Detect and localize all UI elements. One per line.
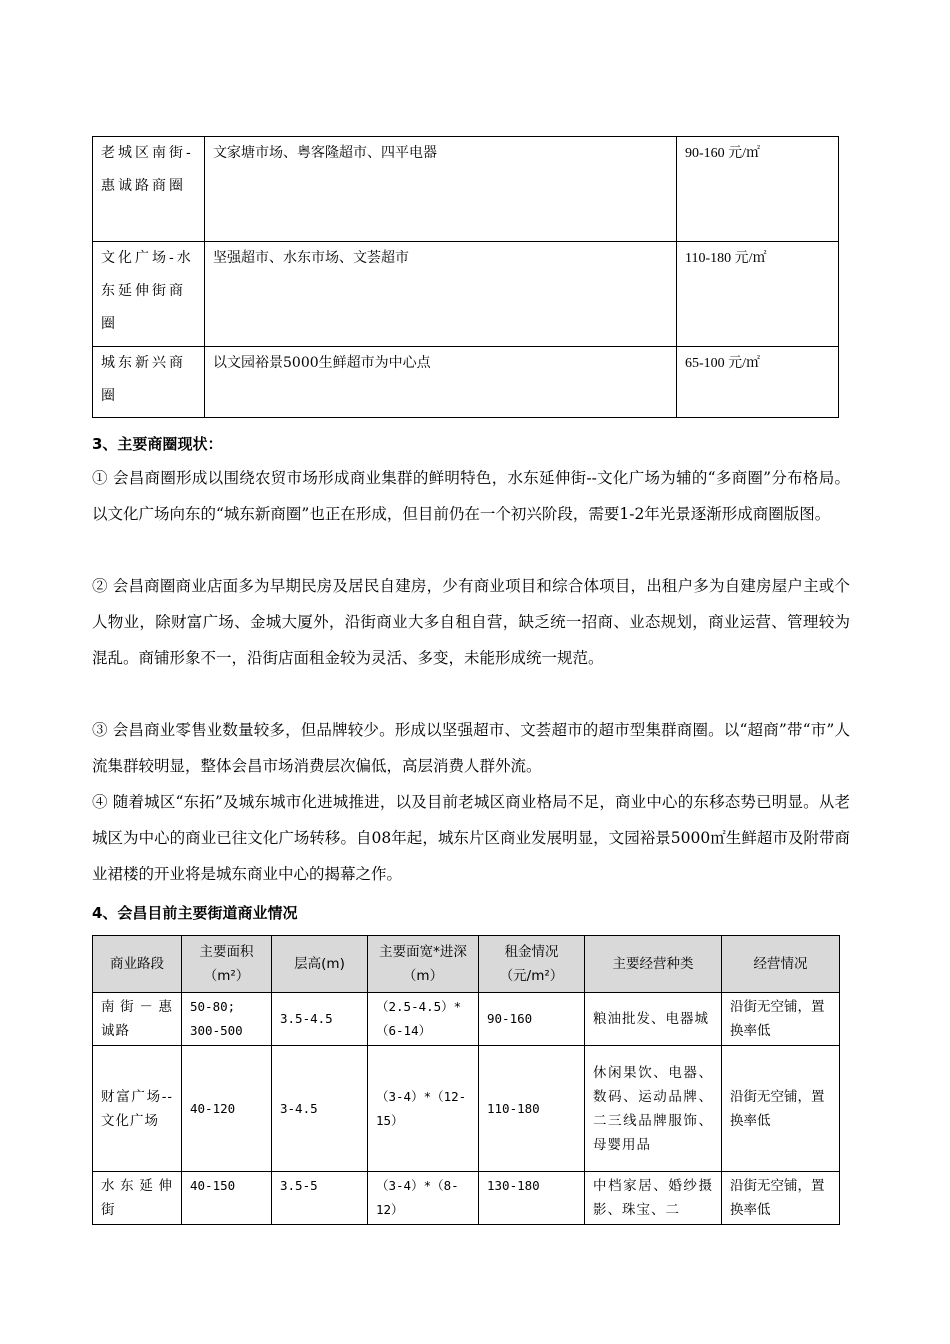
stores-cell: 文家塘市场、粤客隆超市、四平电器: [205, 137, 677, 242]
district-rent-table: [92, 136, 839, 418]
header-height: 层高(m): [272, 936, 368, 993]
height-cell: 3.5-4.5: [272, 993, 368, 1046]
area-cell: 50-80; 300-500: [182, 993, 272, 1046]
rent-cell: 65-100 元/㎡: [677, 347, 839, 418]
stores-cell: 坚强超市、水东市场、文荟超市: [205, 242, 677, 347]
area-cell: 40-120: [182, 1046, 272, 1172]
header-area: 主要面积（m²）: [182, 936, 272, 993]
stores-cell: 以文园裕景5000生鲜超市为中心点: [205, 347, 677, 418]
dims-cell: （2.5-4.5）*（6-14）: [368, 993, 479, 1046]
height-cell: 3-4.5: [272, 1046, 368, 1172]
paragraph-4: ④ 随着城区“东拓”及城东城市化进城推进，以及目前老城区商业格局不足，商业中心的东移态势已明显。从老城区为中心的商业已往文化广场转移。自08年起，城东片区商业发展明显，文园裕景5000㎡生鲜超市及附带商业裙楼的开业将是城东商业中心的揭幕之作。: [92, 793, 850, 883]
header-dims: 主要面宽*进深（m）: [368, 936, 479, 993]
rent-cell: 90-160: [479, 993, 585, 1046]
table-row: [93, 137, 839, 242]
district-cell: 老城区南街-惠诚路商圈: [93, 137, 205, 242]
area-cell: 40-150: [182, 1172, 272, 1225]
road-cell: 财富广场--文化广场: [93, 1046, 182, 1172]
paragraph-2: ② 会昌商圈商业店面多为早期民房及居民自建房，少有商业项目和综合体项目，出租户多为自建房屋户主或个人物业，除财富广场、金城大厦外，沿街商业大多自租自营，缺乏统一招商、业态规划，商业运营、管理较为混乱。商铺形象不一，沿街店面租金较为灵活、多变，未能形成统一规范。: [92, 577, 850, 667]
table-row: [93, 347, 839, 418]
road-cell: 水东延伸街: [93, 1172, 182, 1225]
dims-cell: （3-4）*（12-15）: [368, 1046, 479, 1172]
table-row: [93, 1172, 840, 1225]
rent-cell: 90-160 元/㎡: [677, 137, 839, 242]
status-cell: 沿街无空铺，置换率低: [722, 993, 840, 1046]
header-status: 经营情况: [722, 936, 840, 993]
types-cell: 中档家居、婚纱摄影、珠宝、二: [585, 1172, 722, 1225]
section-4-heading: 4、会昌目前主要街道商业情况: [92, 904, 298, 922]
table-row: [93, 242, 839, 347]
types-cell: 休闲果饮、电器、数码、运动品牌、二三线品牌服饰、母婴用品: [585, 1046, 722, 1172]
types-cell: 粮油批发、电器城: [585, 993, 722, 1046]
dims-cell: （3-4）*（8-12）: [368, 1172, 479, 1225]
road-cell: 南街－惠诚路: [93, 993, 182, 1046]
header-types: 主要经营种类: [585, 936, 722, 993]
height-cell: 3.5-5: [272, 1172, 368, 1225]
header-road: 商业路段: [93, 936, 182, 993]
status-cell: 沿街无空铺，置换率低: [722, 1172, 840, 1225]
table-row: [93, 993, 840, 1046]
section-3-heading: 3、主要商圈现状：: [92, 435, 223, 453]
table-header-row: [93, 936, 840, 993]
district-cell: 文化广场-水东延伸街商圈: [93, 242, 205, 347]
header-rent: 租金情况（元/m²）: [479, 936, 585, 993]
paragraph-1: ① 会昌商圈形成以围绕农贸市场形成商业集群的鲜明特色，水东延伸街--文化广场为辅的“多商圈”分布格局。以文化广场向东的“城东新商圈”也正在形成，但目前仍在一个初兴阶段，需要1-2年光景逐渐形成商圈版图。: [92, 469, 850, 523]
district-cell: 城东新兴商圈: [93, 347, 205, 418]
status-cell: 沿街无空铺，置换率低: [722, 1046, 840, 1172]
rent-cell: 130-180: [479, 1172, 585, 1225]
paragraph-3: ③ 会昌商业零售业数量较多，但品牌较少。形成以坚强超市、文荟超市的超市型集群商圈。以“超商”带“市”人流集群较明显，整体会昌市场消费层次偏低，高层消费人群外流。: [92, 721, 850, 775]
street-commerce-table: [92, 935, 840, 1225]
rent-cell: 110-180: [479, 1046, 585, 1172]
table-row: [93, 1046, 840, 1172]
rent-cell: 110-180 元/㎡: [677, 242, 839, 347]
